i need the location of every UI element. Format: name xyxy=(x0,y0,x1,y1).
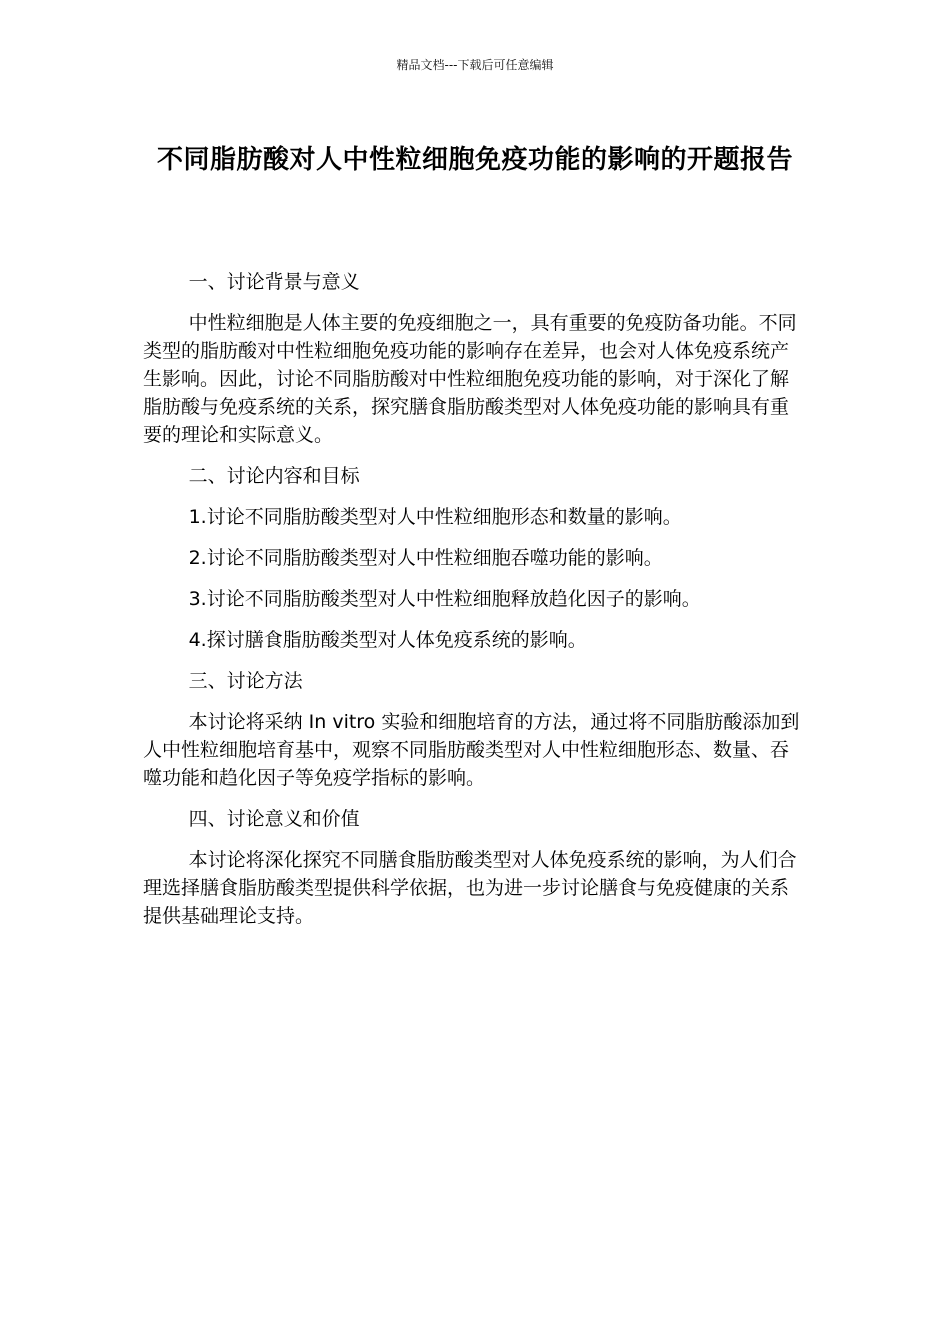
document-title: 不同脂肪酸对人中性粒细胞免疫功能的影响的开题报告 xyxy=(156,145,793,175)
paragraph-background: 中性粒细胞是人体主要的免疫细胞之一，具有重要的免疫防备功能。不同类型的脂肪酸对中性粒细胞免疫功能的影响存在差异，也会对人体免疫系统产生影响。因此，讨论不同脂肪酸对中性粒细胞免疫功能的影响，对于深化了解脂肪酸与免疫系统的关系，探究膳食脂肪酸类型对人体免疫功能的影响具有重要的理论和实际意义。 xyxy=(143,312,797,446)
header-note: 精品文档---下载后可任意编辑 xyxy=(396,58,554,72)
paragraph-methods: 本讨论将采纳 In vitro 实验和细胞培育的方法，通过将不同脂肪酸添加到人中性粒细胞培育基中，观察不同脂肪酸类型对人中性粒细胞形态、数量、吞噬功能和趋化因子等免疫学指标的影响。 xyxy=(143,711,800,789)
section-heading-background: 一、讨论背景与意义 xyxy=(188,271,360,293)
document-body xyxy=(143,268,807,943)
list-item-goal-3: 3.讨论不同脂肪酸类型对人中性粒细胞释放趋化因子的影响。 xyxy=(188,588,701,610)
paragraph-significance: 本讨论将深化探究不同膳食脂肪酸类型对人体免疫系统的影响，为人们合理选择膳食脂肪酸类型提供科学依据，也为进一步讨论膳食与免疫健康的关系提供基础理论支持。 xyxy=(143,849,797,927)
section-heading-content-goals: 二、讨论内容和目标 xyxy=(188,465,360,487)
list-item-goal-4: 4.探讨膳食脂肪酸类型对人体免疫系统的影响。 xyxy=(188,629,587,651)
list-item-goal-1: 1.讨论不同脂肪酸类型对人中性粒细胞形态和数量的影响。 xyxy=(188,506,682,528)
list-item-goal-2: 2.讨论不同脂肪酸类型对人中性粒细胞吞噬功能的影响。 xyxy=(188,547,663,569)
section-heading-methods: 三、讨论方法 xyxy=(188,670,303,692)
section-heading-significance: 四、讨论意义和价值 xyxy=(188,808,360,830)
